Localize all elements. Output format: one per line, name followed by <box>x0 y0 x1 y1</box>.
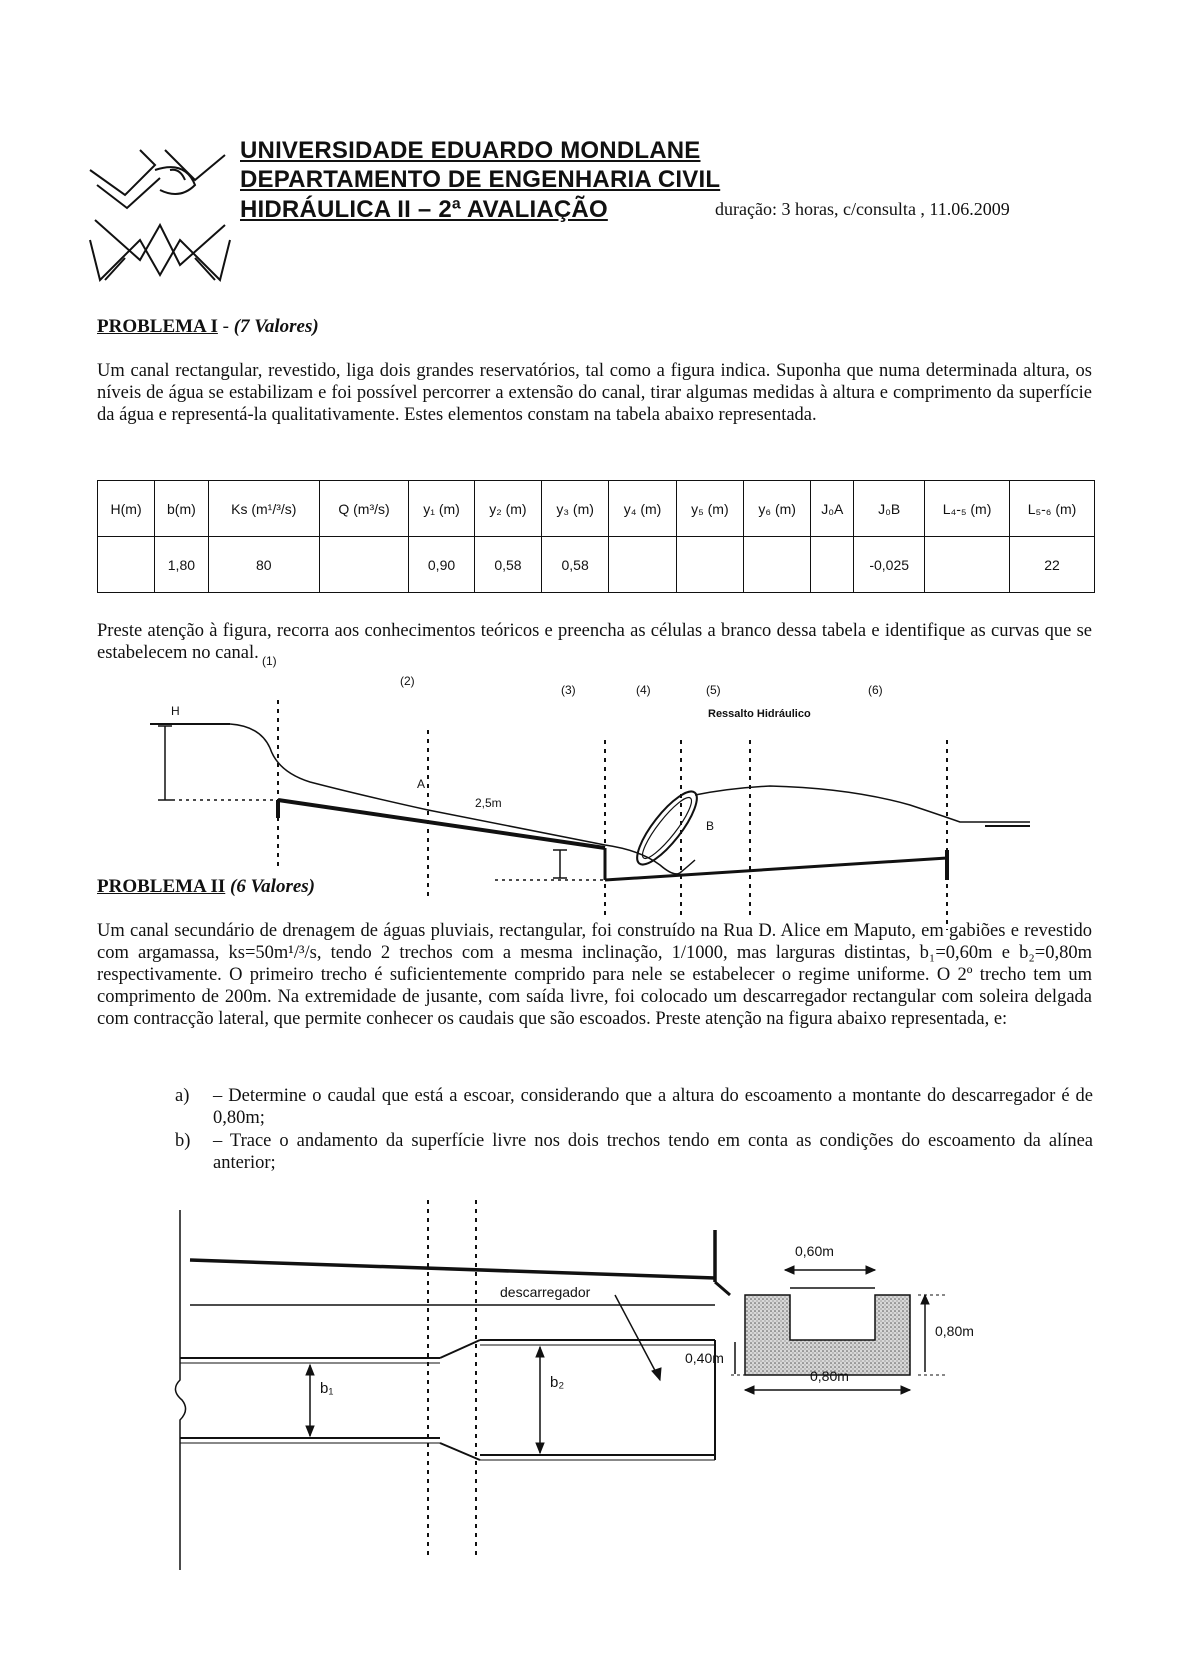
problem1-table <box>97 480 1095 593</box>
section-label-3: (3) <box>561 683 576 697</box>
table-header-cell: y₃ (m) <box>541 481 608 537</box>
problem1-paragraph: Um canal rectangular, revestido, liga dois grandes reservatórios, tal como a figura indica. Suponha que numa determinada altura, os níveis de água se estabilizam e foi possível percorrer a extensão do canal, tirar algumas medidas à altura e comprimento da superfície da água e representá-la qualitativamente. Estes elementos constam na tabela abaixo representada. <box>97 361 1092 425</box>
weir-section-figure <box>730 1250 970 1400</box>
section-label-5: (5) <box>706 683 721 697</box>
table-value-cell <box>811 537 854 593</box>
section-label-2: (2) <box>400 674 415 688</box>
university-name: UNIVERSIDADE EDUARDO MONDLANE <box>240 137 701 164</box>
label-b2: b₂ <box>550 1374 565 1391</box>
table-value-cell: 22 <box>1010 537 1095 593</box>
department-name: DEPARTAMENTO DE ENGENHARIA CIVIL <box>240 166 721 193</box>
table-value-cell: 0,58 <box>541 537 608 593</box>
label-descarregador: descarregador <box>500 1284 591 1300</box>
table-header-cell: H(m) <box>98 481 155 537</box>
table-header-cell: J₀A <box>811 481 854 537</box>
table-value-cell: 80 <box>208 537 319 593</box>
problem1-instruction: Preste atenção à figura, recorra aos conhecimentos teóricos e preencha as células a branco dessa tabela e identifique as curvas que se estabelecem no canal. <box>97 621 1092 663</box>
problem2-value: (6 Valores) <box>230 876 316 897</box>
item-b-text: – Trace o andamento da superfície livre nos dois trechos tendo em conta as condições do escoamento da alínea anterior; <box>213 1131 1093 1173</box>
item-a-label: a) <box>175 1086 190 1106</box>
section-label-6: (6) <box>868 683 883 697</box>
label-h: H <box>171 704 180 718</box>
problem1-value: (7 Valores) <box>233 316 319 337</box>
table-value-cell <box>676 537 743 593</box>
table-header-cell: Ks (m¹/³/s) <box>208 481 319 537</box>
label-b: B <box>706 819 715 833</box>
table-header-cell: y₅ (m) <box>676 481 743 537</box>
label-dim-total: 0,80m <box>935 1323 974 1339</box>
table-value-row <box>98 537 1095 593</box>
table-header-cell: L₅-₆ (m) <box>1010 481 1095 537</box>
table-header-cell: b(m) <box>155 481 208 537</box>
label-dim-width: 0,80m <box>810 1368 849 1384</box>
course-title: HIDRÁULICA II – 2ª AVALIAÇÃO <box>240 196 608 223</box>
table-header-cell: J₀B <box>854 481 925 537</box>
problem2-title-text: PROBLEMA II <box>97 876 226 897</box>
table-header-cell: y₁ (m) <box>409 481 475 537</box>
label-b1: b₁ <box>320 1380 334 1397</box>
problem1-title-sep: - <box>217 316 234 337</box>
section-label-4: (4) <box>636 683 651 697</box>
table-value-cell: 0,90 <box>409 537 475 593</box>
problem1-title-text: PROBLEMA I <box>97 316 218 337</box>
label-dim-top: 0,60m <box>795 1243 834 1259</box>
problem1-title <box>97 316 319 338</box>
table-value-cell: -0,025 <box>854 537 925 593</box>
exam-duration: duração: 3 horas, c/consulta , 11.06.2009 <box>715 199 1010 219</box>
table-value-cell <box>609 537 676 593</box>
table-value-cell <box>744 537 811 593</box>
table-header-cell: Q (m³/s) <box>319 481 408 537</box>
table-value-cell <box>98 537 155 593</box>
table-header-cell: y₂ (m) <box>474 481 541 537</box>
table-value-cell: 0,58 <box>474 537 541 593</box>
section-label-1: (1) <box>262 654 277 668</box>
university-logo <box>85 140 235 285</box>
table-header-row <box>98 481 1095 537</box>
channel-plan-figure <box>150 1200 750 1600</box>
table-header-cell: y₄ (m) <box>609 481 676 537</box>
label-dim-height: 0,40m <box>685 1350 724 1366</box>
label-step-height: 2,5m <box>475 796 502 810</box>
table-value-cell: 1,80 <box>155 537 208 593</box>
table-value-cell <box>319 537 408 593</box>
table-value-cell <box>925 537 1010 593</box>
label-a: A <box>417 777 426 791</box>
problem2-title <box>97 876 315 898</box>
item-b-label: b) <box>175 1131 191 1151</box>
table-header-cell: y₆ (m) <box>744 481 811 537</box>
problem2-paragraph: Um canal secundário de drenagem de águas pluviais, rectangular, foi construído na Rua D. Alice em Maputo, em gabiões e revestido com argamassa, ks=50m¹/³/s, tendo 2 trechos com a mesma inclinação, 1/1000, mas larguras distintas, b₁=0,60m e b₂=0,80m respectivamente. O primeiro trecho é suficientemente comprido para nele se estabelecer o regime uniforme. O 2º trecho tem um comprimento de 200m. Na extremidade de jusante, com saída livre, foi colocado um descarregador rectangular com soleira delgada com contracção lateral, que permite conhecer os caudais que são escoados. Preste atenção na figura abaixo representada, e: <box>97 921 1092 1029</box>
table-header-cell: L₄-₅ (m) <box>925 481 1010 537</box>
label-hydraulic-jump: Ressalto Hidráulico <box>708 708 811 720</box>
item-a-text: – Determine o caudal que está a escoar, considerando que a altura do escoamento a montante do descarregador é de 0,80m; <box>213 1086 1093 1128</box>
